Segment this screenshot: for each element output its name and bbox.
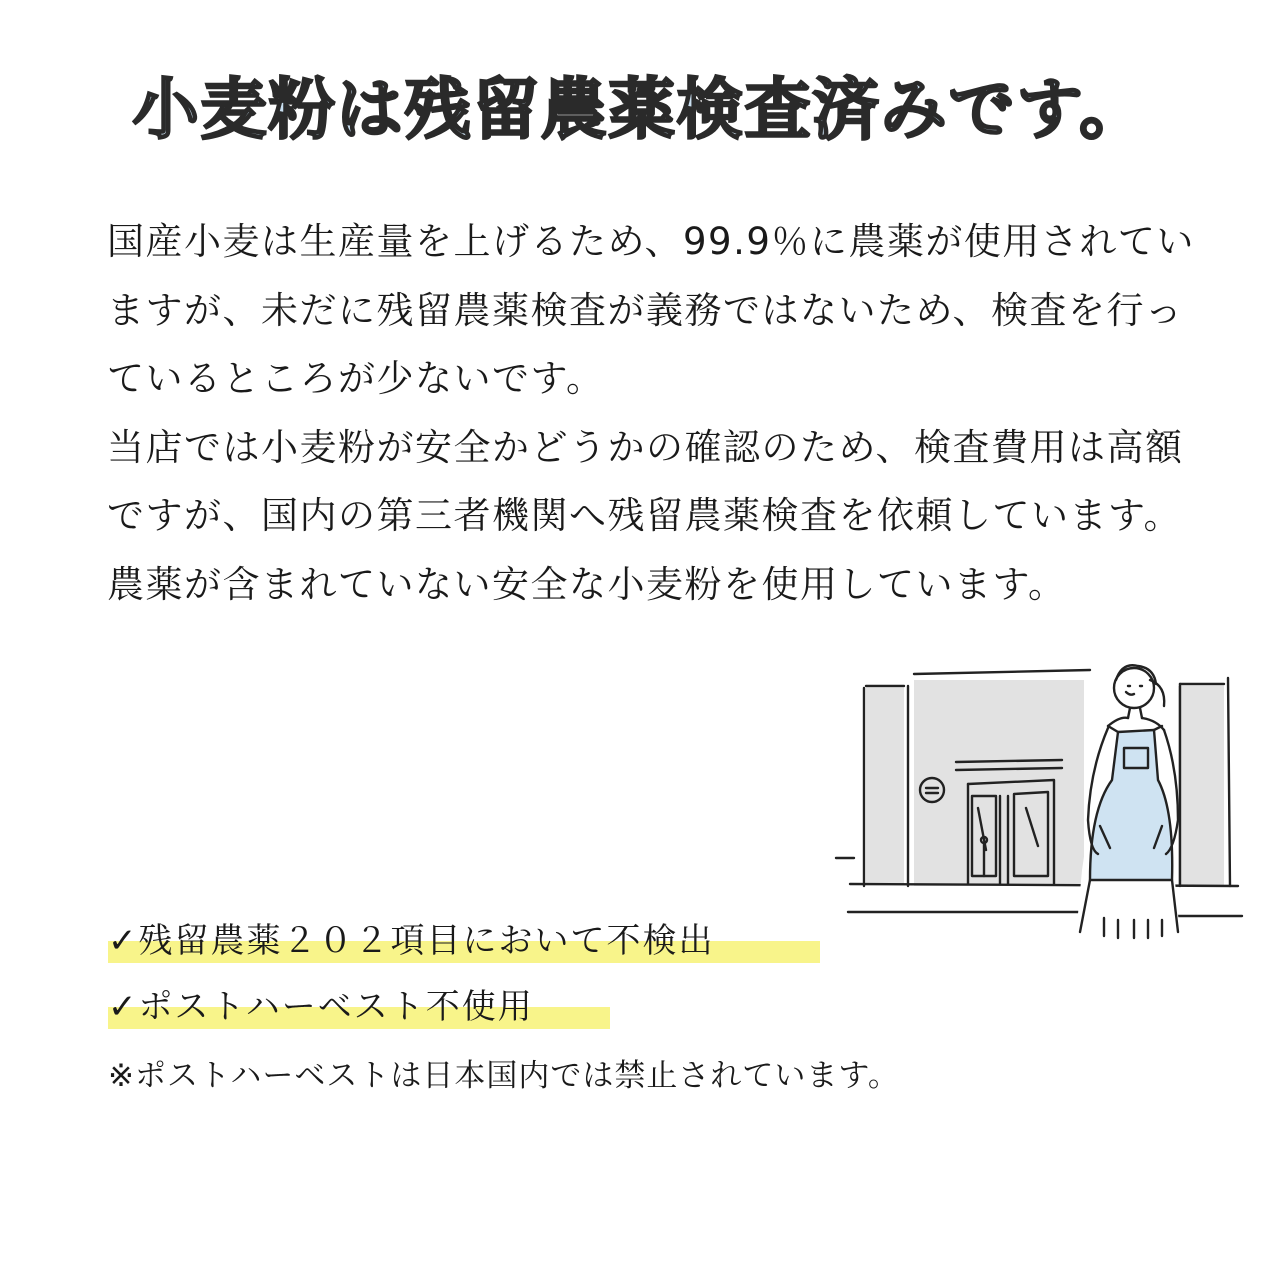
body-text	[107, 208, 1197, 619]
check-no-post-harvest	[108, 987, 534, 1027]
check-label: ✓残留農薬２０２項目において不検出	[108, 921, 715, 961]
footnote: ※ポストハーベストは日本国内では禁止されています。	[108, 1058, 900, 1094]
body-paragraph-2: 当店では小麦粉が安全かどうかの確認のため、検査費用は高額ですが、国内の第三者機関へ残留農薬検査を依頼しています。農薬が含まれていない安全な小麦粉を使用しています。	[107, 425, 1184, 606]
shop-illustration	[828, 640, 1248, 960]
check-label: ✓ポストハーベスト不使用	[108, 987, 534, 1027]
check-no-pesticide-detected	[108, 921, 715, 961]
page-title: 小麦粉は残留農薬検査済みです。	[132, 71, 1148, 148]
body-paragraph-1: 国産小麦は生産量を上げるため、99.9％に農薬が使用されていますが、未だに残留農薬検査が義務ではないため、検査を行っているところが少ないです。	[107, 220, 1195, 400]
